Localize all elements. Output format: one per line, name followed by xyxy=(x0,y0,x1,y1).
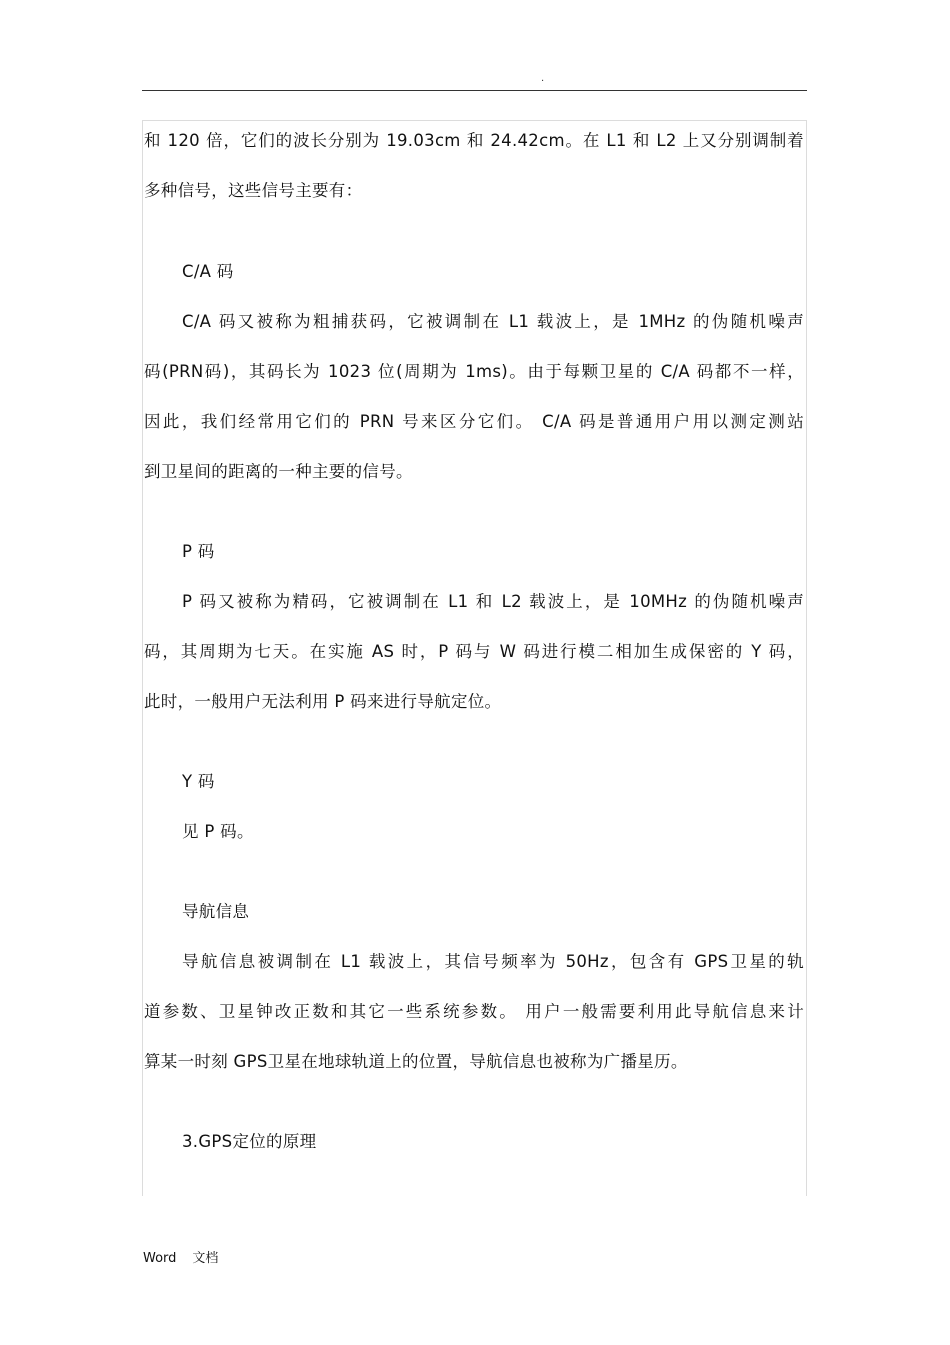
paragraph-navigation-message xyxy=(144,937,804,1087)
text-line: 导航信息被调制在 L1 载波上，其信号频率为 50Hz，包含有 GPS卫星的轨 xyxy=(182,952,804,971)
text-line: 道参数、卫星钟改正数和其它一些系统参数。 用户一般需要利用此导航信息来计 xyxy=(144,1002,804,1021)
heading-y-code: Y 码 xyxy=(182,772,215,791)
heading-gps-principle: 3.GPS定位的原理 xyxy=(182,1132,317,1151)
content-frame-left xyxy=(142,120,143,1196)
paragraph-y-code: 见 P 码。 xyxy=(182,822,254,841)
text-line: 和 120 倍，它们的波长分别为 19.03cm 和 24.42cm。在 L1 和 L2 上又分别调制着 xyxy=(144,131,804,150)
text-line: 码(PRN码)，其码长为 1023 位(周期为 1ms)。由于每颗卫星的 C/A 码都不一样， xyxy=(144,362,804,381)
text-line: 码，其周期为七天。在实施 AS 时，P 码与 W 码进行模二相加生成保密的 Y 码， xyxy=(144,642,804,661)
text-line: P 码又被称为精码，它被调制在 L1 和 L2 载波上，是 10MHz 的伪随机噪声 xyxy=(182,592,804,611)
paragraph-ca-code xyxy=(144,297,804,497)
text-line: 算某一时刻 GPS卫星在地球轨道上的位置，导航信息也被称为广播星历。 xyxy=(144,1052,688,1071)
footer-word: Word xyxy=(143,1251,177,1266)
header-rule xyxy=(142,90,807,91)
content-frame-right xyxy=(806,120,807,1196)
heading-p-code: P 码 xyxy=(182,542,215,561)
page-footer xyxy=(143,1249,218,1269)
text-line: 因此，我们经常用它们的 PRN 号来区分它们。 C/A 码是普通用户用以测定测站 xyxy=(144,412,804,431)
text-line: 到卫星间的距离的一种主要的信号。 xyxy=(144,462,413,481)
heading-ca-code: C/A 码 xyxy=(182,262,234,281)
paragraph-p-code xyxy=(144,577,804,727)
footer-document: 文档 xyxy=(192,1251,219,1266)
heading-navigation-message: 导航信息 xyxy=(182,902,250,921)
paragraph-intro xyxy=(144,116,804,216)
text-line: 多种信号，这些信号主要有： xyxy=(144,181,363,200)
header-mark: . xyxy=(541,73,545,84)
text-line: C/A 码又被称为粗捕获码，它被调制在 L1 载波上，是 1MHz 的伪随机噪声 xyxy=(182,312,804,331)
text-line: 此时，一般用户无法利用 P 码来进行导航定位。 xyxy=(144,692,502,711)
